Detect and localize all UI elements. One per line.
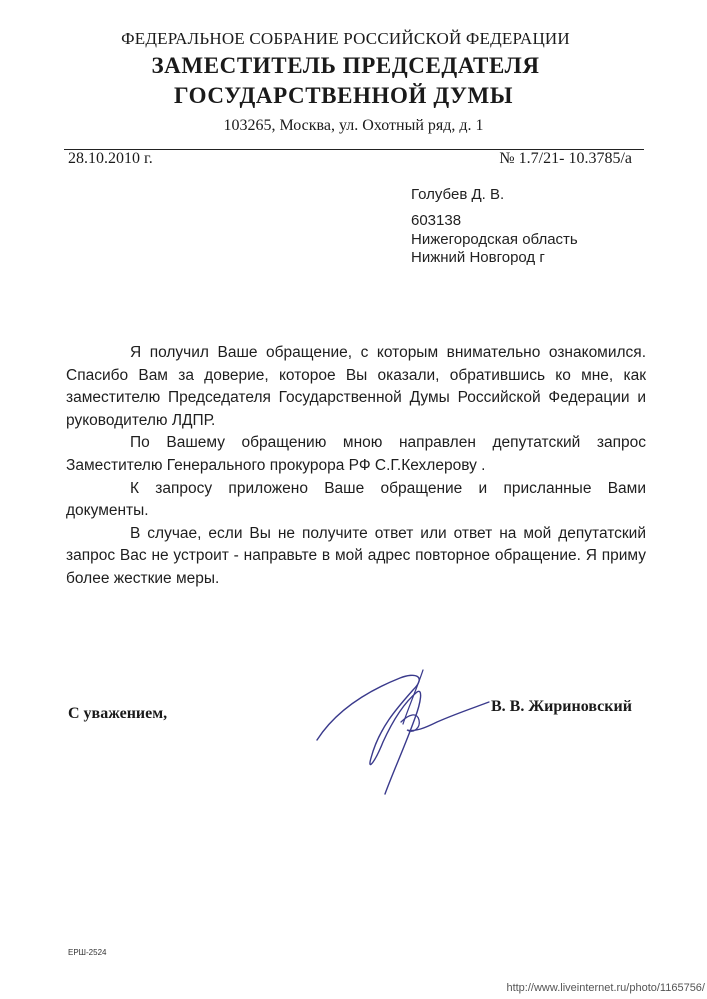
body-paragraph: В случае, если Вы не получите ответ или ответ на мой депутатский запрос Вас не устроит - направьте в мой адрес повторное обращение. Я приму более жесткие меры.: [66, 524, 646, 587]
body-paragraph: Я получил Ваше обращение, с которым внимательно ознакомился. Спасибо Вам за доверие, которое Вы оказали, обратившись ко мне, как заместителю Председателя Государственной Думы Российской Федерации и руководителю ЛДПР.: [66, 344, 646, 429]
recipient-region: Нижегородская область: [411, 231, 578, 248]
document-code: ЕРШ-2524: [68, 948, 107, 957]
letterhead-title-line1: ЗАМЕСТИТЕЛЬ ПРЕДСЕДАТЕЛЯ: [151, 53, 540, 78]
handwritten-signature: [305, 662, 495, 802]
recipient-city: Нижний Новгород г: [411, 249, 545, 266]
letter-date: 28.10.2010 г.: [68, 150, 153, 167]
letterhead-address: 103265, Москва, ул. Охотный ряд, д. 1: [223, 117, 484, 134]
letter-body: [66, 342, 646, 591]
signer-name: В. В. Жириновский: [491, 698, 632, 715]
letter-reference-number: № 1.7/21- 10.3785/а: [499, 150, 632, 167]
body-paragraph: К запросу приложено Ваше обращение и присланные Вами документы.: [66, 479, 646, 520]
recipient-name: Голубев Д. В.: [411, 186, 505, 203]
recipient-postal-code: 603138: [411, 212, 462, 229]
letterhead-organization: ФЕДЕРАЛЬНОЕ СОБРАНИЕ РОССИЙСКОЙ ФЕДЕРАЦИИ: [121, 29, 570, 48]
closing-salutation: С уважением,: [68, 705, 168, 722]
source-watermark: http://www.liveinternet.ru/photo/1165756/: [506, 982, 705, 994]
body-paragraph: По Вашему обращению мною направлен депутатский запрос Заместителю Генерального прокурора РФ С.Г.Кехлерову .: [66, 434, 646, 474]
letterhead-title-line2: ГОСУДАРСТВЕННОЙ ДУМЫ: [173, 83, 514, 108]
